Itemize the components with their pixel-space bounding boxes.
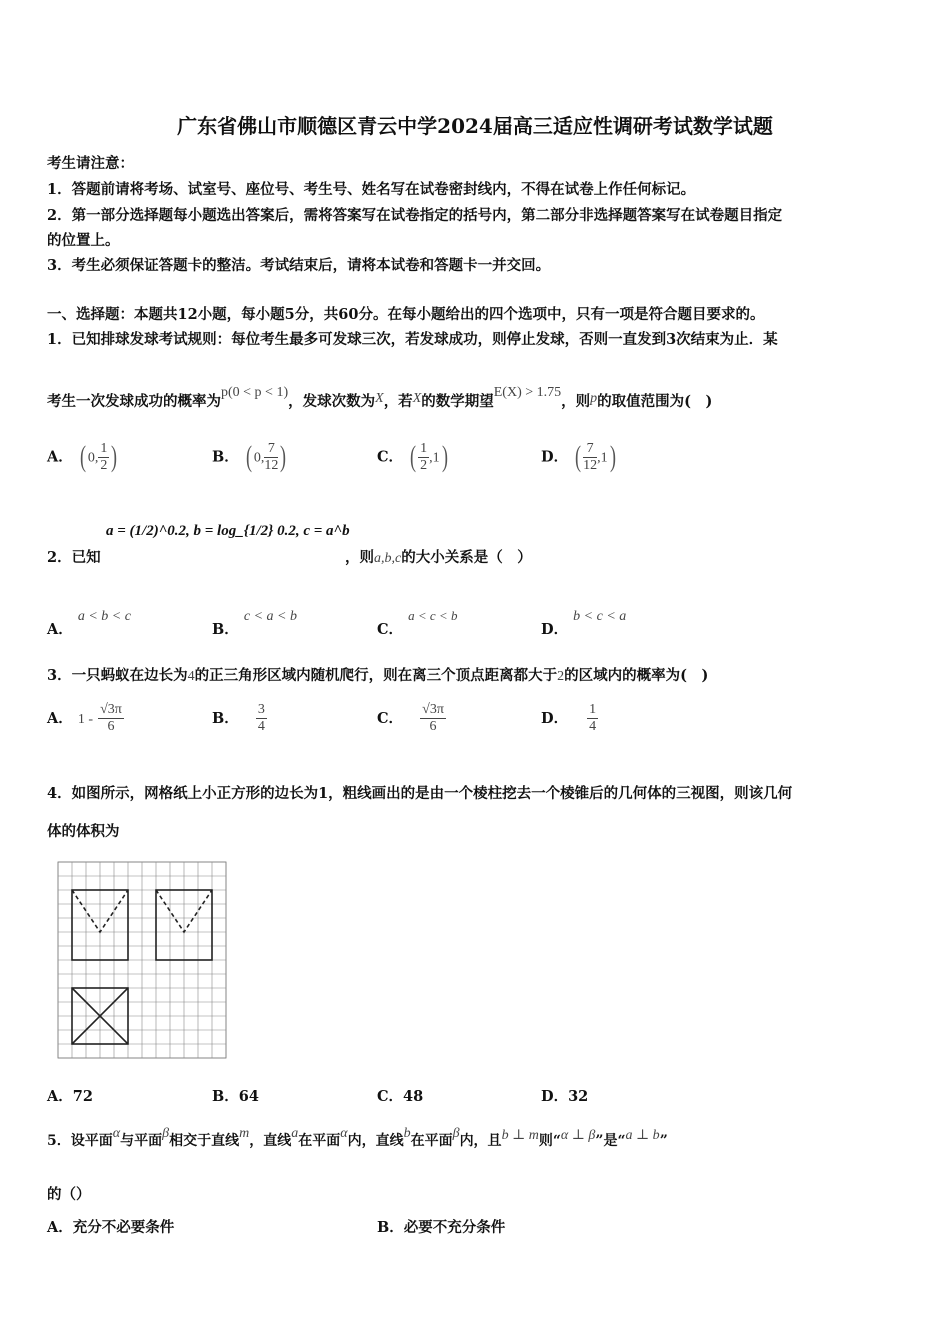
q3-option-a[interactable]: A． 1 - $\frac{√3\pi}{6}$	[47, 702, 122, 734]
q4-option-b[interactable]: B．64	[212, 1088, 259, 1105]
q2-option-d[interactable]: D． b < c < a	[541, 609, 627, 638]
q4-option-a[interactable]: A．72	[47, 1088, 93, 1105]
q3-option-d[interactable]: D． $\frac{1}{4}$	[541, 702, 597, 734]
q1-line2	[47, 385, 713, 411]
q2-stem: 2．已知	[47, 549, 101, 566]
q1-line1: 1．已知排球发球考试规则：每位考生最多可发球三次，若发球成功，则停止发球，否则一直发到3次结束为止．某	[47, 331, 778, 348]
section-heading: 一、选择题：本题共12小题，每小题5分，共60分。在每小题给出的四个选项中，只有一项是符合题目要求的。	[47, 306, 765, 323]
q2-option-a[interactable]: A． a < b < c	[47, 609, 131, 638]
q3-stem: 3．一只蚂蚁在边长为4的正三角形区域内随机爬行，则在离三个顶点距离都大于2的区域内的概率为( )	[47, 667, 709, 684]
notice-item-2-cont: 的位置上。	[47, 232, 120, 249]
q3-option-b[interactable]: B． $\frac{3}{4}$	[212, 702, 265, 734]
page-title: 广东省佛山市顺德区青云中学2024届高三适应性调研考试数学试题	[177, 114, 773, 138]
q4-option-d[interactable]: D．32	[541, 1088, 589, 1105]
q5-stem: 5．设平面α与平面β相交于直线m，直线a在平面α内，直线b在平面β内，且b ⊥ m则“α ⊥ β”是“a ⊥ b”	[47, 1126, 668, 1149]
q1-math-ex: E(X) > 1.75	[493, 385, 562, 400]
q3-option-c[interactable]: C． $\frac{√3\pi}{6}$	[377, 702, 444, 734]
q5-option-a[interactable]: A．充分不必要条件	[47, 1219, 175, 1236]
q4-line2: 体的体积为	[47, 823, 120, 840]
q1-math-x2: X	[412, 391, 422, 406]
q1-text-e: ，则	[561, 393, 591, 410]
q1-text-a: 考生一次发球成功的概率为	[47, 393, 221, 410]
q4-option-c[interactable]: C．48	[377, 1088, 424, 1105]
q2-option-b[interactable]: B． c < a < b	[212, 609, 297, 638]
q1-text-d: 的数学期望	[421, 393, 494, 410]
notice-heading: 考生请注意：	[47, 155, 134, 172]
q1-math-x1: X	[375, 391, 384, 406]
q1-math-p: p(0 < p < 1)	[221, 385, 289, 400]
notice-item-2: 2．第一部分选择题每小题选出答案后，需将答案写在试卷指定的括号内，第二部分非选择题答案写在试卷题目指定	[47, 207, 783, 224]
q2-tail: ，则a,b,c的大小关系是（ ）	[345, 549, 532, 566]
q1-option-c[interactable]: C． ( $\frac{1}{2}$ ,1)	[377, 440, 448, 473]
q1-option-a[interactable]: A． ( 0, $\frac{1}{2}$ )	[47, 440, 118, 473]
notice-item-3: 3．考生必须保证答题卡的整洁。考试结束后，请将本试卷和答题卡一并交回。	[47, 257, 551, 274]
q2-formula: a = (1/2)^0.2, b = log_{1/2} 0.2, c = a^b	[106, 523, 350, 539]
q1-text-f: 的取值范围为( )	[597, 393, 713, 410]
q1-text-b: ，发球次数为	[288, 393, 376, 410]
q2-option-c[interactable]: C． a < c < b	[377, 608, 458, 638]
q4-line1: 4．如图所示，网格纸上小正方形的边长为1，粗线画出的是由一个棱柱挖去一个棱锥后的几何体的三视图，则该几何	[47, 785, 793, 802]
q1-math-p2: p	[590, 391, 598, 406]
q5-line2: 的（）	[47, 1186, 91, 1203]
notice-item-1: 1．答题前请将考场、试室号、座位号、考生号、姓名写在试卷密封线内，不得在试卷上作任何标记。	[47, 181, 696, 198]
q1-option-b[interactable]: B． ( 0, $\frac{7}{12}$ )	[212, 440, 287, 473]
q5-option-b[interactable]: B．必要不充分条件	[377, 1219, 506, 1236]
three-view-figure	[56, 860, 228, 1060]
q1-option-d[interactable]: D． ( $\frac{7}{12}$ ,1)	[541, 440, 616, 473]
q1-text-c: ，若	[383, 393, 413, 410]
